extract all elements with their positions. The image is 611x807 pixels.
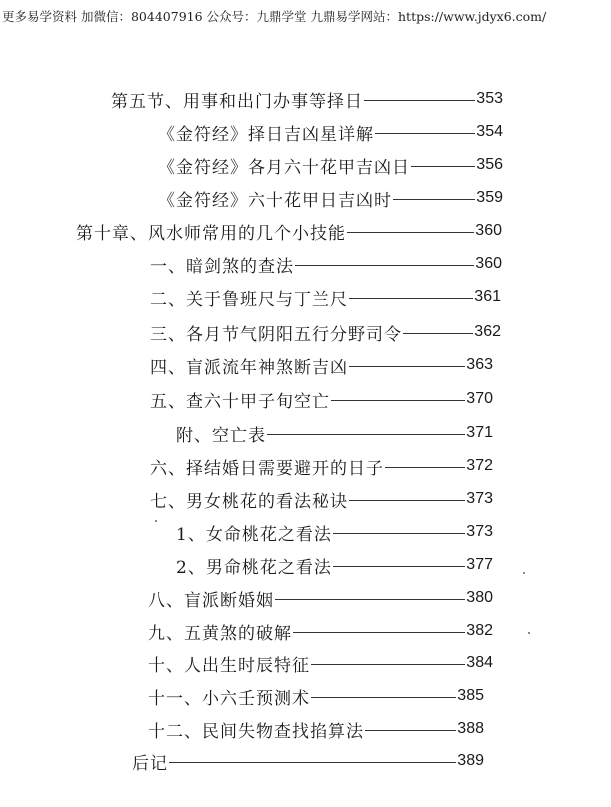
toc-entry	[176, 519, 493, 545]
dot-leader	[331, 400, 465, 401]
toc-entry	[150, 453, 493, 479]
toc-entry-title: 七、男女桃花的看法秘诀	[150, 491, 348, 512]
toc-entry-title: 十二、民间失物查找掐算法	[148, 721, 364, 742]
toc-entry-title: 四、盲派流年神煞断吉凶	[150, 357, 348, 378]
dot-leader	[349, 500, 465, 501]
toc-entry-title: 八、盲派断婚姻	[148, 590, 274, 611]
toc-entry	[150, 319, 501, 345]
toc-entry	[150, 352, 493, 378]
toc-entry	[176, 420, 493, 446]
toc-entry	[148, 585, 493, 611]
toc-entry	[150, 486, 493, 512]
toc-entry-page: 361	[474, 288, 501, 305]
toc-entry-page: 373	[466, 490, 493, 507]
dot-leader	[393, 199, 475, 200]
dot-leader	[347, 232, 474, 233]
toc-entry-title: 五、查六十甲子旬空亡	[150, 391, 330, 412]
toc-entry-title: 《金符经》各月六十花甲吉凶日	[158, 157, 410, 178]
toc-entry	[150, 386, 493, 412]
toc-entry	[111, 86, 503, 112]
toc-entry	[158, 119, 503, 145]
scan-speck	[523, 572, 525, 574]
toc-entry-page: 385	[457, 687, 484, 704]
toc-entry	[150, 284, 501, 310]
dot-leader	[349, 298, 473, 299]
toc-entry-page: 359	[476, 189, 503, 206]
toc-entry-page: 389	[457, 752, 484, 769]
dot-leader	[375, 133, 475, 134]
scan-speck	[528, 632, 530, 634]
toc-entry-page: 353	[476, 90, 503, 107]
dot-leader	[364, 100, 475, 101]
dot-leader	[333, 533, 465, 534]
toc-entry	[158, 152, 503, 178]
scan-speck	[155, 520, 157, 522]
toc-entry-page: 371	[466, 424, 493, 441]
toc-entry	[148, 650, 493, 676]
dot-leader	[333, 566, 465, 567]
toc-entry	[158, 185, 503, 211]
toc-entry	[150, 251, 502, 277]
toc-entry	[148, 618, 493, 644]
toc-entry-page: 384	[466, 654, 493, 671]
dot-leader	[365, 730, 456, 731]
dot-leader	[295, 265, 474, 266]
toc-entry-page: 356	[476, 156, 503, 173]
toc-entry-page: 377	[466, 556, 493, 573]
toc-entry-page: 372	[466, 457, 493, 474]
toc-entry-title: 第十章、风水师常用的几个小技能	[76, 223, 346, 244]
watermark-header: 更多易学资料 加微信：804407916 公众号：九鼎学堂 九鼎易学网站：https://www.jdyx6.com/	[2, 9, 547, 24]
dot-leader	[411, 166, 475, 167]
toc-entry-title: 附、空亡表	[176, 425, 266, 446]
toc-entry-page: 360	[475, 255, 502, 272]
dot-leader	[311, 697, 456, 698]
dot-leader	[169, 762, 456, 763]
dot-leader	[275, 599, 465, 600]
toc-entry	[132, 748, 484, 774]
toc-entry-page: 360	[475, 222, 502, 239]
toc-entry-title: 第五节、用事和出门办事等择日	[111, 91, 363, 112]
toc-entry-title: 一、暗剑煞的查法	[150, 256, 294, 277]
dot-leader	[311, 664, 465, 665]
toc-entry-title: 十、人出生时辰特征	[148, 655, 310, 676]
toc-entry	[148, 683, 484, 709]
toc-entry	[176, 552, 493, 578]
toc-entry	[148, 716, 484, 742]
dot-leader	[349, 366, 465, 367]
toc-entry-page: 370	[466, 390, 493, 407]
toc-entry-title: 后记	[132, 753, 168, 774]
toc-entry-title: 1、女命桃花之看法	[176, 524, 332, 545]
toc-entry-page: 388	[457, 720, 484, 737]
toc-entry-page: 380	[466, 589, 493, 606]
dot-leader	[403, 333, 473, 334]
dot-leader	[385, 467, 465, 468]
toc-entry	[76, 218, 502, 244]
toc-entry-title: 十一、小六壬预测术	[148, 688, 310, 709]
toc-entry-title: 2、男命桃花之看法	[176, 557, 332, 578]
toc-entry-page: 362	[474, 323, 501, 340]
toc-entry-title: 《金符经》择日吉凶星详解	[158, 124, 374, 145]
toc-entry-title: 六、择结婚日需要避开的日子	[150, 458, 384, 479]
toc-entry-page: 363	[466, 356, 493, 373]
toc-entry-page: 373	[466, 523, 493, 540]
toc-entry-page: 354	[476, 123, 503, 140]
toc-entry-title: 九、五黄煞的破解	[148, 623, 292, 644]
toc-entry-page: 382	[466, 622, 493, 639]
toc-entry-title: 《金符经》六十花甲日吉凶时	[158, 190, 392, 211]
dot-leader	[267, 434, 465, 435]
dot-leader	[293, 632, 465, 633]
toc-entry-title: 三、各月节气阴阳五行分野司令	[150, 324, 402, 345]
toc-entry-title: 二、关于鲁班尺与丁兰尺	[150, 289, 348, 310]
